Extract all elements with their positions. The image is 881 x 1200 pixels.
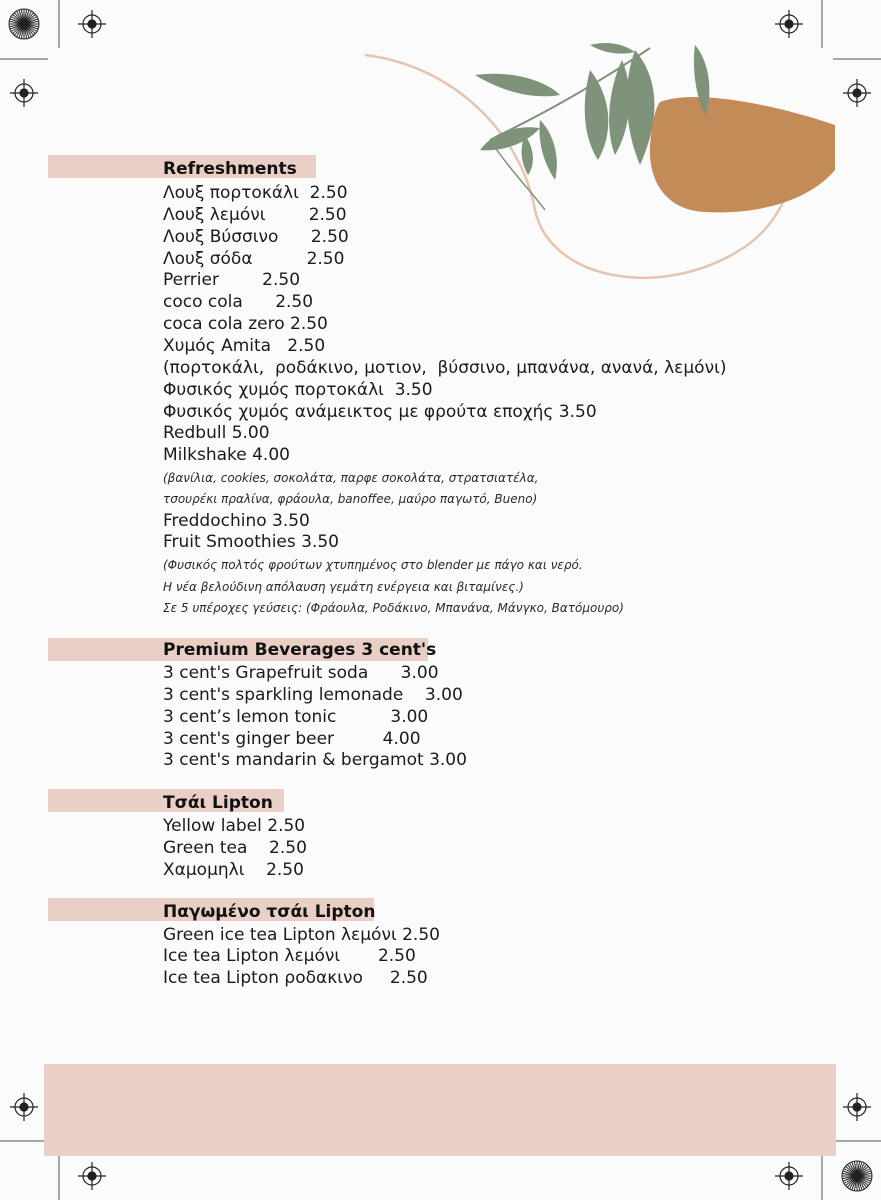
section-title-refreshments: Refreshments: [163, 159, 297, 179]
smoothie-note: Σε 5 υπέροχες γεύσεις: (Φράουλα, Ροδάκινο, Μπανάνα, Μάνγκο, Βατόμουρο): [163, 601, 624, 615]
menu-item: Φυσικός χυμός πορτοκάλι 3.50: [163, 380, 433, 400]
menu-item-note: (πορτοκάλι, ροδάκινο, μοτιον, βύσσινο, μπανάνα, ανανά, λεμόνι): [163, 358, 727, 378]
menu-item: coco cola 2.50: [163, 292, 314, 312]
menu-item: Λουξ πορτοκάλι 2.50: [163, 183, 348, 203]
menu-item: Yellow label 2.50: [163, 816, 306, 836]
menu-item: Ice tea Lipton λεμόνι 2.50: [163, 946, 416, 966]
menu-item: Φυσικός χυμός ανάμεικτος με φρούτα εποχής 3.50: [163, 402, 597, 422]
menu-item: 3 cent's ginger beer 4.00: [163, 729, 421, 749]
menu-item: 3 cent’s lemon tonic 3.00: [163, 707, 429, 727]
menu-item: 3 cent's mandarin & bergamot 3.00: [163, 750, 467, 770]
menu-item: Χυμός Amita 2.50: [163, 336, 326, 356]
menu-item: Perrier 2.50: [163, 270, 301, 290]
menu-item: Λουξ Βύσσινο 2.50: [163, 227, 349, 247]
menu-item: Milkshake 4.00: [163, 445, 290, 465]
menu-item: coca cola zero 2.50: [163, 314, 328, 334]
section-title-iced-lipton-tea: Παγωμένο τσάι Lipton: [163, 902, 376, 922]
milkshake-flavors-note: (βανίλια, cookies, σοκολάτα, παρφε σοκολάτα, στρατσιατέλα,: [163, 471, 539, 485]
menu-item: 3 cent's sparkling lemonade 3.00: [163, 685, 463, 705]
menu-item: Ice tea Lipton ροδακινο 2.50: [163, 968, 428, 988]
menu-item: Green tea 2.50: [163, 838, 307, 858]
menu-item: Green ice tea Lipton λεμόνι 2.50: [163, 925, 440, 945]
milkshake-flavors-note: τσουρέκι πραλίνα, φράουλα, banoffee, μαύρο παγωτό, Bueno): [163, 492, 538, 506]
smoothie-note: Η νέα βελούδινη απόλαυση γεμάτη ενέργεια και βιταμίνες.): [163, 580, 524, 594]
section-title-lipton-tea: Τσάι Lipton: [163, 793, 273, 813]
menu-item: Redbull 5.00: [163, 423, 270, 443]
leaf-illustration: [360, 40, 840, 300]
footer-band: [44, 1064, 836, 1156]
menu-item: 3 cent's Grapefruit soda 3.00: [163, 663, 439, 683]
section-title-premium-beverages: Premium Beverages 3 cent's: [163, 640, 437, 660]
menu-item: Fruit Smoothies 3.50: [163, 532, 339, 552]
smoothie-note: (Φυσικός πολτός φρούτων χτυπημένος στο blender με πάγο και νερό.: [163, 558, 583, 572]
menu-item: Freddochino 3.50: [163, 511, 310, 531]
menu-item: Λουξ σόδα 2.50: [163, 249, 345, 269]
menu-item: Λουξ λεμόνι 2.50: [163, 205, 347, 225]
menu-item: Χαμομηλι 2.50: [163, 860, 304, 880]
